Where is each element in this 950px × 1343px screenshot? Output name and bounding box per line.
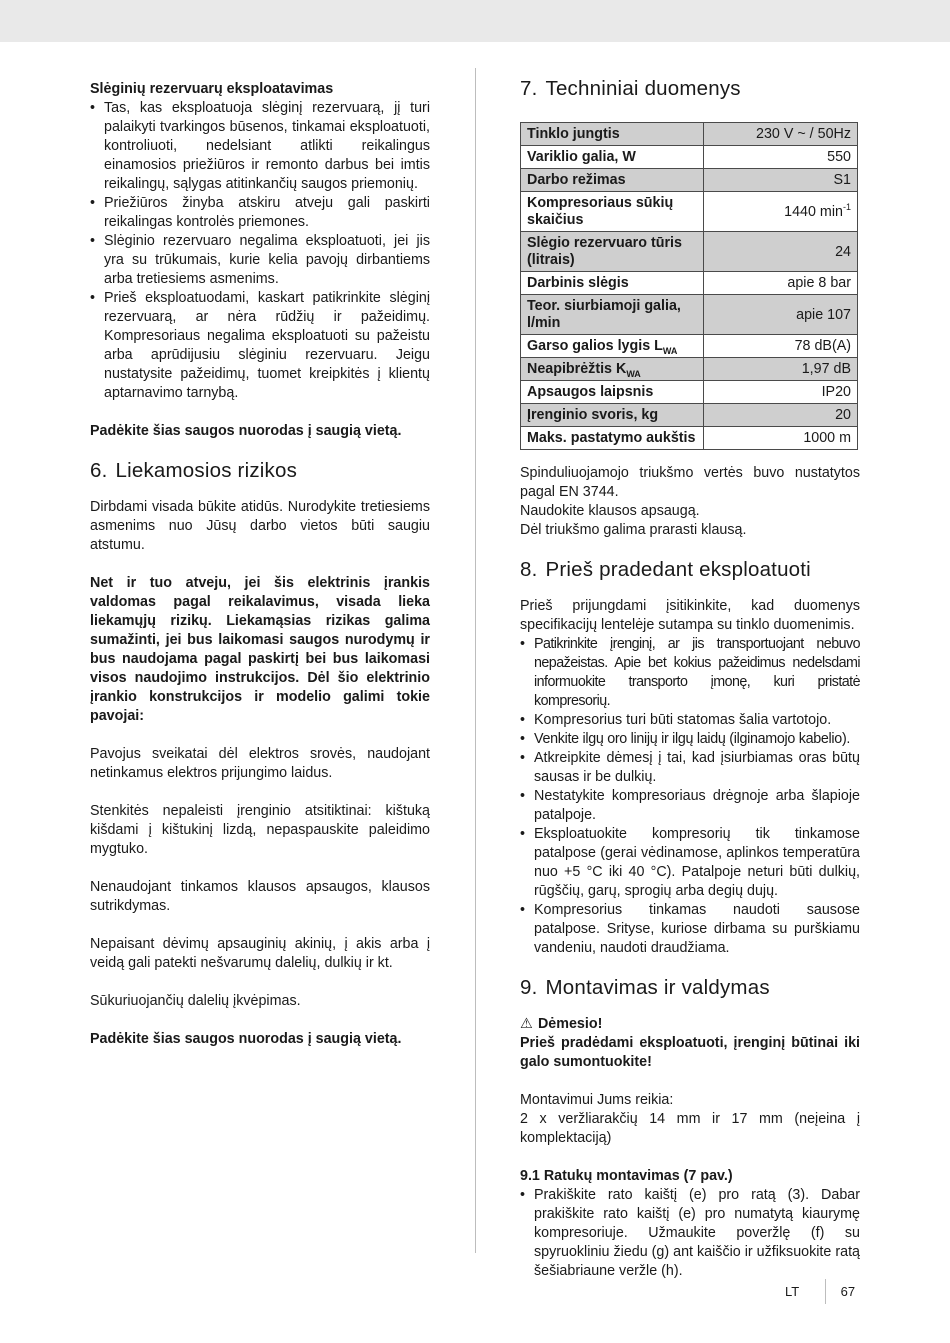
list-item: • Slėginio rezervuaro negalima eksploatuoti, jei jis yra su trūkumais, kurie kelia pavojų dirbantiems arba tretiesiems asmenims. <box>90 232 430 289</box>
technical-data-table <box>520 122 858 450</box>
warning-text: Prieš pradėdami eksploatuoti, įrenginį būtinai iki galo sumontuokite! <box>520 1035 860 1070</box>
safety-note: Padėkite šias saugos nuorodas į saugią vietą. <box>90 423 402 439</box>
preparation-list <box>520 635 860 958</box>
list-item: • Kompresorius turi būti statomas šalia vartotojo. <box>520 711 860 730</box>
section-9-title: 9. Montavimas ir valdymas <box>520 976 770 999</box>
footer-divider <box>825 1279 826 1304</box>
list-item: • Priežiūros žinyba atskiru atveju gali paskirti reikalingas kontrolės priemones. <box>90 194 430 232</box>
paragraph: Stenkitės nepaleisti įrenginio atsitiktinai: kištuką kišdami į kištukinį lizdą, nepaspauskite paleidimo mygtuko. <box>90 803 430 857</box>
noise-note: Dėl triukšmo galima prarasti klausą. <box>520 522 747 538</box>
left-column <box>90 80 430 1049</box>
list-item: • Tas, kas eksploatuoja slėginį rezervuarą, jį turi palaikyti tvarkingos būsenos, tinkamai eksploatuoti, kontroliuoti, nedelsiant atlikti reikalingus einamosios priežiūros ir remonto darbus bei imtis reikalingų, sąlygas atitinkančių saugos priemonių. <box>90 99 430 194</box>
language-code: LT <box>785 1284 800 1299</box>
warning-icon: ⚠ <box>520 1016 533 1032</box>
table-row: Kompresoriaus sūkių skaičius 1440 $\min^{-1}$ <box>521 192 858 232</box>
table-row: Įrenginio svoris, kg 20 <box>521 404 858 427</box>
table-row: Maks. pastatymo aukštis 1000 m <box>521 427 858 450</box>
list-item: • Prieš eksploatuodami, kaskart patikrinkite slėginį rezervuarą, ar nėra rūdžių ir pažeidimų. Kompresoriaus negalima eksploatuoti su pažeistu arba aprūdijusiu slėginiu rezervuaru. Jeigu nustatysite pažeidimų, tuomet kreipkitės į klientų aptarnavimo tarnybą. <box>90 289 430 403</box>
table-row: Neapibrėžtis $K_{WA}$ 1,97 dB <box>521 358 858 381</box>
paragraph: Nepaisant dėvimų apsauginių akinių, į akis arba į veidą gali patekti nešvarumų dalelių, dulkių ir kt. <box>90 936 430 971</box>
list-item: • Prakiškite rato kaištį (e) pro ratą (3). Dabar prakiškite rato kaištį (e) pro numatytą kiaurymę kompresoriuje. Užmaukite poveržlę (f) su spyruokliniu žiedu (g) ant kaiščio ir užfiksuokite ratą šešiabriaune veržle (h). <box>520 1186 860 1281</box>
list-item: • Kompresorius tinkamas naudoti sausose patalpose. Srityse, kuriose dirbama su purškiamu vandeniu, naudoti draudžiama. <box>520 901 860 958</box>
right-column <box>520 76 860 1281</box>
paragraph: Sūkuriuojančių dalelių įkvėpimas. <box>90 993 301 1009</box>
paragraph: Prieš prijungdami įsitikinkite, kad duomenys specifikacijų lentelėje sutampa su tinklo duomenimis. <box>520 598 860 633</box>
paragraph: Dirbdami visada būkite atidūs. Nurodykite tretiesiems asmenims nuo Jūsų darbo vietos būti saugiu atstumu. <box>90 499 430 553</box>
table-row: Tinklo jungtis 230 V ~ / 50Hz <box>521 123 858 146</box>
list-item: • Patikrinkite įrenginį, ar jis transportuojant nebuvo nepažeistas. Apie bet kokius pažeidimus nedelsdami informuokite transporto įmonę, kuri pristatė kompresorių. <box>520 635 860 711</box>
page-footer <box>785 1282 855 1302</box>
paragraph: Nenaudojant tinkamos klausos apsaugos, klausos sutrikdymas. <box>90 879 430 914</box>
list-item: • Venkite ilgų oro linijų ir ilgų laidų (ilginamojo kabelio). <box>520 730 860 749</box>
page-number: 67 <box>840 1284 856 1299</box>
table-row: Teor. siurbiamoji galia, l/min apie 107 <box>521 295 858 335</box>
paragraph: Pavojus sveikatai dėl elektros srovės, naudojant netinkamus elektros prijungimo laidus. <box>90 746 430 781</box>
section-8-title: 8. Prieš pradedant eksploatuoti <box>520 558 811 581</box>
table-row: Garso galios lygis $L_{WA}$ 78 dB(A) <box>521 335 858 358</box>
list-item: • Atkreipkite dėmesį į tai, kad įsiurbiamas oras būtų sausas ir be dulkių. <box>520 749 860 787</box>
table-row: Variklio galia, W 550 <box>521 146 858 169</box>
table-row: Apsaugos laipsnis IP20 <box>521 381 858 404</box>
column-divider <box>475 68 476 1253</box>
noise-note: Naudokite klausos apsaugą. <box>520 503 700 519</box>
section-7-title: 7. Techniniai duomenys <box>520 77 741 100</box>
table-row: Slėgio rezervuaro tūris (litrais) 24 <box>521 232 858 272</box>
list-item: • Eksploatuokite kompresorių tik tinkamose patalpose (gerai vėdinamose, aplinkos temperatūra nuo +5 °C iki 40 °C). Patalpoje neturi būti dulkių, rūgščių, garų, sprogių arba degių dujų. <box>520 825 860 901</box>
pressure-vessel-heading: Slėginių rezervuarų eksploatavimas <box>90 81 334 97</box>
safety-note: Padėkite šias saugos nuorodas į saugią vietą. <box>90 1031 402 1047</box>
residual-risk-warning: Net ir tuo atveju, jei šis elektrinis įrankis valdomas pagal reikalavimus, visada lieka liekamųjų rizikų. Liekamąsias rizikas galima sumažinti, jei bus laikomasi saugos nurodymų ir bus naudojama pagal paskirtį bei bus laikomasi visos naudojimo instrukcijos. Dėl šio elektrinio įrankio konstrukcijos ir modelio galimi tokie pavojai: <box>90 575 430 724</box>
table-row: Darbinis slėgis apie 8 bar <box>521 272 858 295</box>
warning-heading: ⚠ Dėmesio! <box>520 1016 603 1032</box>
list-item: • Nestatykite kompresoriaus drėgnoje arba šlapioje patalpoje. <box>520 787 860 825</box>
paragraph: 2 x veržliarakčių 14 mm ir 17 mm (neįeina į komplektaciją) <box>520 1111 860 1146</box>
top-bar <box>0 0 950 42</box>
paragraph: Montavimui Jums reikia: <box>520 1092 674 1108</box>
noise-note: Spinduliuojamojo triukšmo vertės buvo nustatytos pagal EN 3744. <box>520 465 860 500</box>
pressure-vessel-list <box>90 99 430 403</box>
section-6-title: 6. Liekamosios rizikos <box>90 459 298 482</box>
subsection-9-1-title: 9.1 Ratukų montavimas (7 pav.) <box>520 1168 733 1184</box>
wheel-mounting-list <box>520 1186 860 1281</box>
table-row: Darbo režimas S1 <box>521 169 858 192</box>
